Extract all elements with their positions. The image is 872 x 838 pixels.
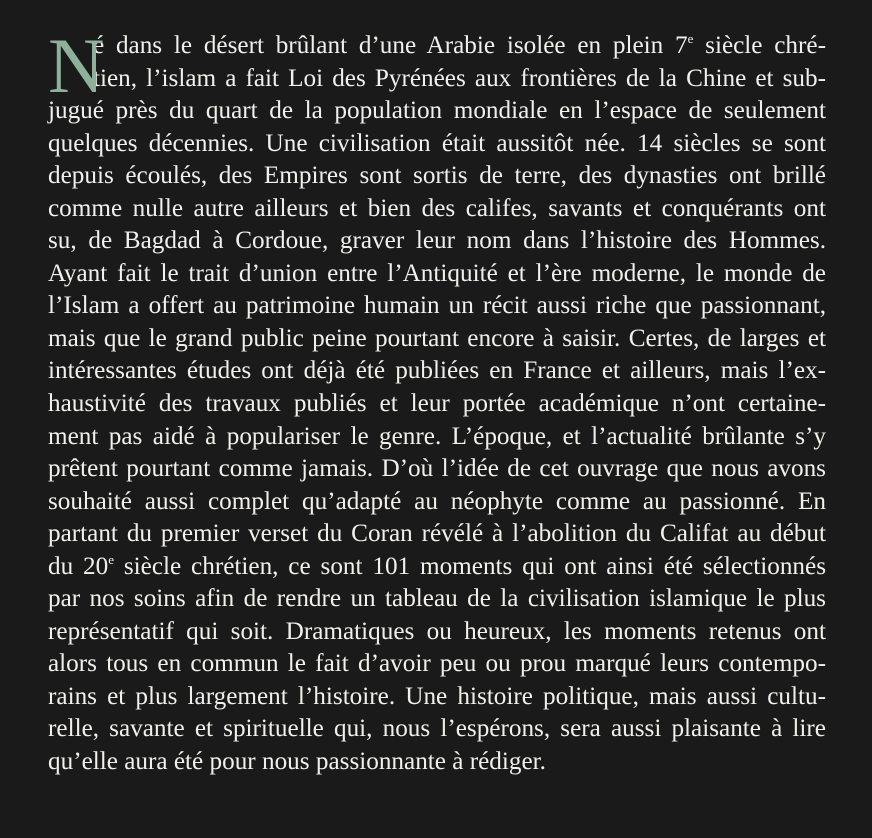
text-segment: du 20 — [48, 552, 109, 580]
text-segment: depuis écoulés, des Empires sont sortis de terre, des dynasties ont brillé — [48, 162, 826, 190]
text-segment: haustivité des travaux publiés et leur portée académique n’ont certaine- — [48, 390, 826, 418]
text-line — [48, 453, 826, 486]
text-segment: jugué près du quart de la population mondiale en l’espace de seulement — [48, 97, 826, 125]
text-line — [48, 323, 826, 356]
superscript: e — [108, 551, 115, 567]
text-line — [48, 160, 826, 193]
text-segment: siècle chrétien, ce sont 101 moments qui ont ainsi été sélectionnés — [114, 552, 826, 580]
text-line — [48, 648, 826, 681]
text-segment: tien, l’islam a fait Loi des Pyrénées aux frontières de la Chine et sub- — [93, 64, 826, 92]
text-line — [48, 193, 826, 226]
text-segment: représentatif qui soit. Dramatiques ou heureux, les moments retenus ont — [48, 617, 826, 645]
text-line — [48, 225, 826, 258]
text-segment: Ayant fait le trait d’union entre l’Antiquité et l’ère moderne, le monde de — [48, 259, 826, 287]
text-segment: quelques décennies. Une civilisation était aussitôt née. 14 siècles se sont — [48, 129, 826, 157]
text-segment: mais que le grand public peine pourtant encore à saisir. Certes, de larges et — [48, 324, 826, 352]
text-segment: souhaité aussi complet qu’adapté au néophyte comme au passionné. En — [48, 487, 826, 515]
text-line — [48, 551, 826, 584]
text-segment: rains et plus largement l’histoire. Une histoire politique, mais aussi cultu- — [48, 682, 826, 710]
text-segment: qu’elle aura été pour nous passionnante à rédiger. — [48, 748, 546, 776]
text-line — [48, 421, 826, 454]
text-segment: su, de Bagdad à Cordoue, graver leur nom dans l’histoire des Hommes. — [48, 227, 826, 255]
text-segment: relle, savante et spirituelle qui, nous l’espérons, sera aussi plaisante à lire — [48, 715, 826, 743]
superscript: e — [687, 31, 694, 46]
text-line — [48, 486, 826, 519]
text-line — [48, 95, 826, 128]
text-segment: ment pas aidé à populariser le genre. L’époque, et l’actualité brûlante s’y — [48, 422, 826, 450]
text-line — [48, 258, 826, 291]
text-line — [48, 388, 826, 421]
text-segment: prêtent pourtant comme jamais. D’où l’idée de cet ouvrage que nous avons — [48, 455, 826, 483]
text-line — [48, 63, 826, 96]
text-line — [48, 713, 826, 746]
text-line — [48, 746, 826, 779]
text-line — [48, 518, 826, 551]
text-segment: siècle chré- — [693, 32, 826, 59]
text-line — [48, 616, 826, 649]
text-segment: alors tous en commun le fait d’avoir peu ou prou marqué leurs contempo- — [48, 650, 826, 678]
drop-cap: N — [48, 22, 105, 109]
text-segment: l’Islam a offert au patrimoine humain un récit aussi riche que passionnant, — [48, 292, 826, 320]
text-segment: comme nulle autre ailleurs et bien des califes, savants et conquérants ont — [48, 194, 826, 222]
paragraph-lines — [48, 22, 826, 779]
text-segment: partant du premier verset du Coran révélé à l’abolition du Califat au début — [48, 520, 826, 548]
text-line — [48, 290, 826, 323]
text-line — [48, 583, 826, 616]
text-line — [48, 681, 826, 714]
text-line — [48, 128, 826, 161]
text-line — [48, 30, 826, 63]
body-text — [48, 22, 826, 779]
text-segment: par nos soins afin de rendre un tableau de la civilisation islamique le plus — [48, 585, 826, 613]
text-line — [48, 355, 826, 388]
text-segment: intéressantes études ont déjà été publiées en France et ailleurs, mais l’ex- — [48, 357, 826, 385]
text-segment: é dans le désert brûlant d’une Arabie isolée en plein 7 — [93, 32, 688, 59]
